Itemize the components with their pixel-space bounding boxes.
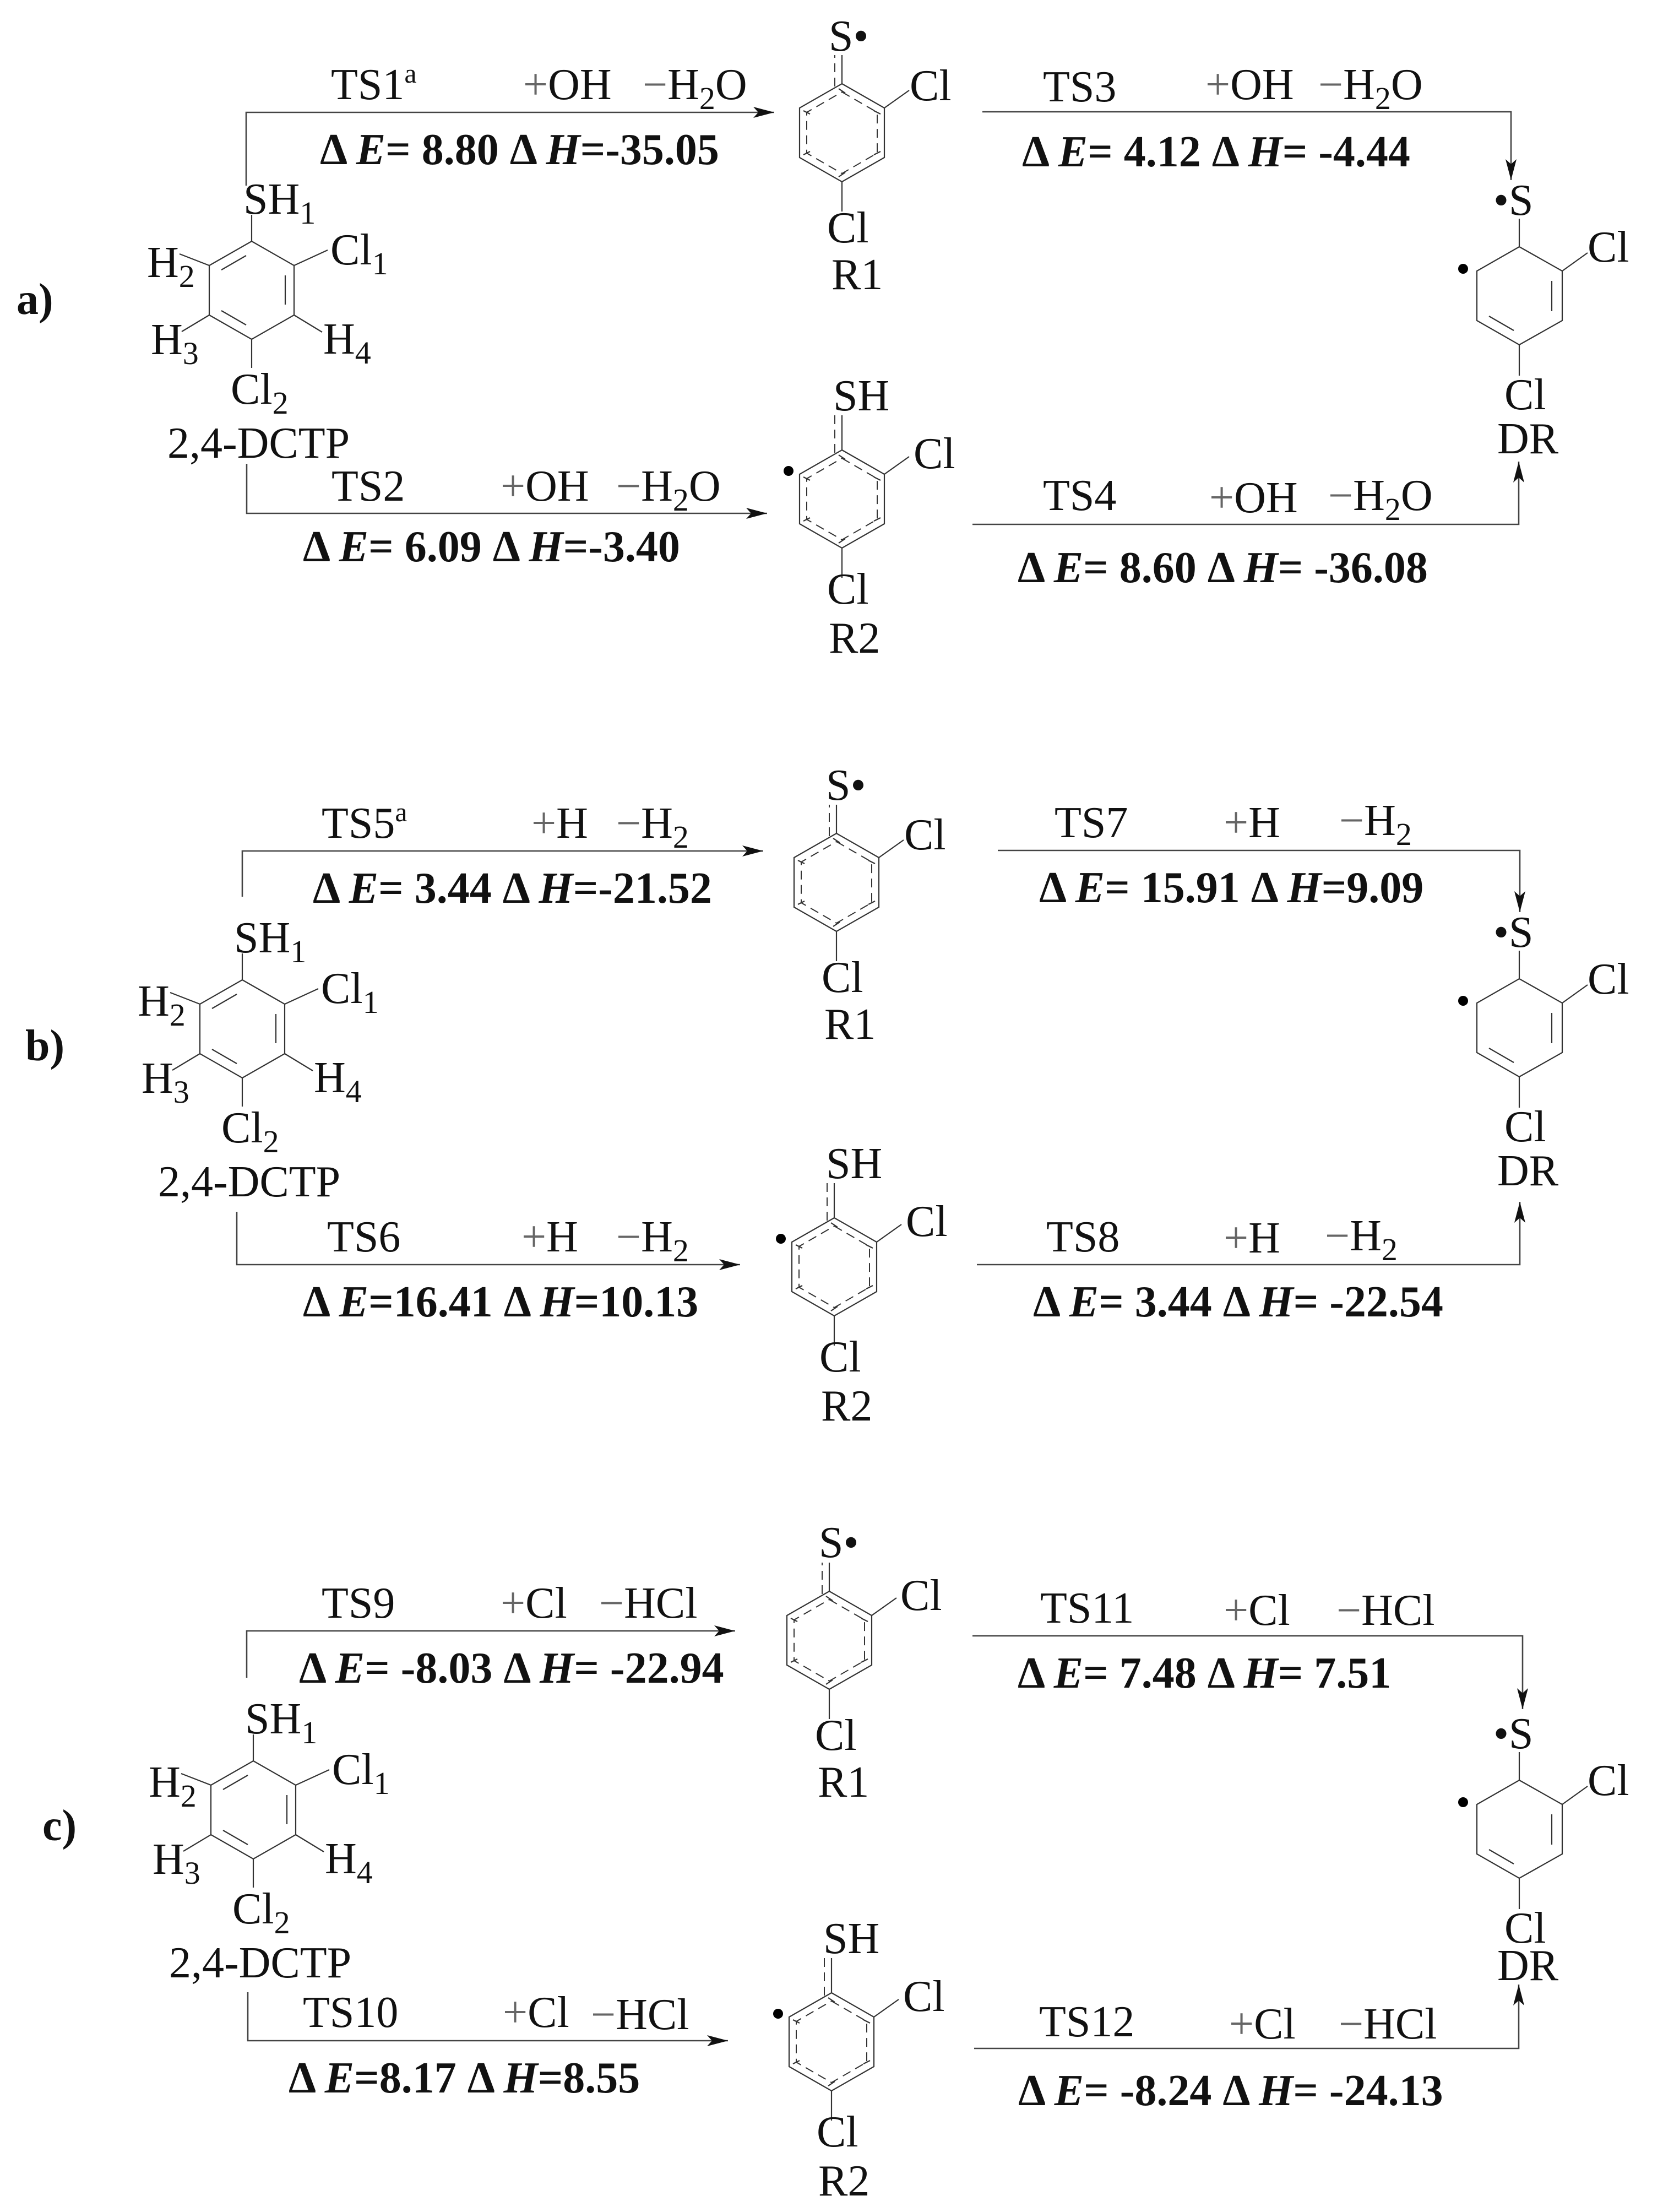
intermediate-r2 <box>776 1140 948 1430</box>
molecule-name: R2 <box>818 2157 870 2205</box>
product-removed: $-H_2O$ <box>643 61 747 116</box>
energy-values: Δ E= 8.80 Δ H=-35.05 <box>320 126 719 174</box>
atom-cl1: $Cl_1$ <box>321 964 379 1020</box>
atom-h4: $H_4$ <box>323 315 371 371</box>
product-removed: $-H_2$ <box>616 1213 689 1268</box>
ts-label: TS9 <box>322 1579 395 1628</box>
benzene-ring-icon <box>1477 1752 1588 1909</box>
product-removed: −HCl <box>1336 1586 1435 1635</box>
product-removed: $-H_2$ <box>1339 796 1412 852</box>
atom-cl: Cl <box>914 430 955 478</box>
atom-sh: SH <box>833 372 890 420</box>
product-removed: −HCl <box>1339 2000 1437 2048</box>
atom-sh1: $SH_1$ <box>245 1695 318 1750</box>
reagent-added: +Cl <box>503 1988 569 2037</box>
molecule-name: R1 <box>818 1758 869 1807</box>
atom-cl: Cl <box>906 1197 948 1246</box>
product-removed: $-H_2$ <box>1325 1212 1398 1267</box>
benzene-ring-icon <box>787 1591 896 1719</box>
atom-h3: $H_3$ <box>153 1835 200 1891</box>
molecule-name: 2,4-DCTP <box>169 1939 352 1987</box>
energy-values: Δ E= 15.91 Δ H=9.09 <box>1039 864 1424 912</box>
molecule-name: R2 <box>821 1382 873 1430</box>
molecule-name: R1 <box>824 1000 876 1049</box>
step-ts7 <box>998 796 1520 912</box>
step-ts12 <box>974 1985 1519 2115</box>
product-removed: −HCl <box>591 1991 689 2039</box>
atom-h4: $H_4$ <box>325 1835 373 1890</box>
intermediate-r2 <box>773 1915 945 2205</box>
atom-cl: Cl <box>1504 1103 1546 1151</box>
product-dr <box>1458 176 1629 463</box>
reagent-added: +H <box>531 799 588 848</box>
panel-label: a) <box>17 275 53 324</box>
ts-label: TS3 <box>1043 63 1117 111</box>
intermediate-r1 <box>794 761 946 1049</box>
energy-values: Δ E= 7.48 Δ H= 7.51 <box>1018 1649 1392 1698</box>
atom-cl: Cl <box>822 953 863 1002</box>
reagent-added: +H <box>521 1213 578 1261</box>
benzene-ring-icon <box>800 450 909 578</box>
molecule-name: DR <box>1497 1147 1559 1195</box>
radical-dot-icon <box>784 466 794 476</box>
benzene-ring-icon <box>789 1993 899 2121</box>
reagent-added: +H <box>1224 1214 1280 1262</box>
radical-dot-icon <box>776 1234 786 1244</box>
atom-cl: Cl <box>1504 371 1546 419</box>
energy-values: Δ E=8.17 Δ H=8.55 <box>289 2054 640 2102</box>
ts-label: TS8 <box>1046 1213 1120 1261</box>
step-ts6 <box>237 1212 740 1326</box>
atom-h3: $H_3$ <box>151 316 199 371</box>
step-ts11 <box>972 1584 1523 1709</box>
benzene-ring-icon <box>794 833 904 961</box>
atom-sh1: $SH_1$ <box>234 914 307 969</box>
atom-cl2: $Cl_2$ <box>231 365 289 421</box>
reagent-added: +Cl <box>1229 2000 1296 2048</box>
step-ts4 <box>972 462 1519 592</box>
step-ts10 <box>248 1988 728 2102</box>
ts-label: TS5$^a$ <box>322 796 407 848</box>
atom-cl: Cl <box>900 1571 942 1620</box>
ts-label: TS12 <box>1039 1998 1135 2046</box>
atom-cl1: $Cl_1$ <box>332 1745 390 1801</box>
atom-s-radical: S• <box>829 12 869 61</box>
atom-cl: Cl <box>815 1711 857 1760</box>
panel-label: b) <box>25 1022 65 1070</box>
reagent-added: +Cl <box>1224 1586 1290 1635</box>
intermediate-r1 <box>787 1519 942 1807</box>
radical-dot-icon <box>773 2009 783 2019</box>
product-removed: −HCl <box>599 1579 698 1628</box>
energy-values: Δ E= -8.03 Δ H= -22.94 <box>299 1644 724 1693</box>
product-removed: $-H_2O$ <box>1328 471 1433 527</box>
reagent-added: +H <box>1224 799 1280 847</box>
atom-cl: Cl <box>904 811 946 859</box>
reactant-2-4-dctp <box>138 914 379 1206</box>
reactant-2-4-dctp <box>149 1695 390 1987</box>
atom-cl: Cl <box>819 1333 861 1381</box>
energy-values: Δ E= 6.09 Δ H=-3.40 <box>303 523 680 571</box>
ts-label: TS7 <box>1055 799 1128 847</box>
atom-s-radical: S• <box>826 761 866 810</box>
radical-dot-icon <box>1458 1797 1468 1807</box>
energy-values: Δ E= 4.12 Δ H= -4.44 <box>1022 128 1410 176</box>
molecule-name: DR <box>1497 415 1559 463</box>
benzene-ring-icon <box>181 1734 329 1888</box>
step-ts8 <box>977 1202 1520 1326</box>
benzene-ring-icon <box>792 1218 901 1346</box>
atom-s-radical: •S <box>1493 908 1534 957</box>
molecule-name: 2,4-DCTP <box>167 419 350 468</box>
atom-s-radical: S• <box>819 1519 859 1567</box>
ts-label: TS6 <box>327 1213 401 1261</box>
step-ts3 <box>982 61 1511 180</box>
molecule-name: R2 <box>829 614 881 663</box>
ts-label: TS2 <box>331 462 405 511</box>
partial-bond-icon <box>835 415 842 453</box>
atom-cl: Cl <box>1504 1904 1546 1953</box>
reagent-added: +OH <box>1205 61 1294 109</box>
ts-label: TS4 <box>1043 471 1117 520</box>
atom-s-radical: •S <box>1493 176 1534 225</box>
ts-label: TS10 <box>303 1988 399 2037</box>
atom-cl2: $Cl_2$ <box>232 1885 290 1940</box>
benzene-ring-icon <box>170 953 318 1107</box>
reagent-added: +Cl <box>501 1579 567 1628</box>
molecule-name: 2,4-DCTP <box>158 1158 341 1206</box>
atom-cl2: $Cl_2$ <box>221 1104 279 1159</box>
product-removed: $-H_2O$ <box>1318 61 1423 116</box>
product-removed: $-H_2$ <box>616 799 689 855</box>
atom-cl: Cl <box>1588 1756 1629 1805</box>
molecule-name: DR <box>1497 1942 1559 1990</box>
reagent-added: +OH <box>1209 474 1298 522</box>
step-ts2 <box>247 462 767 571</box>
atom-cl: Cl <box>817 2108 858 2156</box>
atom-cl: Cl <box>1588 223 1629 272</box>
ts-label: TS1$^a$ <box>331 58 417 109</box>
energy-values: Δ E= -8.24 Δ H= -24.13 <box>1018 2067 1443 2115</box>
benzene-ring-icon <box>1477 951 1588 1108</box>
atom-h2: $H_2$ <box>149 1758 197 1814</box>
energy-values: Δ E= 3.44 Δ H= -22.54 <box>1033 1278 1443 1326</box>
benzene-ring-icon <box>180 215 328 368</box>
radical-dot-icon <box>1458 996 1468 1006</box>
benzene-ring-icon <box>800 84 909 212</box>
atom-cl: Cl <box>1588 955 1629 1004</box>
partial-bond-icon <box>824 1958 831 1996</box>
atom-sh1: $SH_1$ <box>243 175 316 231</box>
reactant-2-4-dctp <box>147 175 388 468</box>
energy-values: Δ E= 8.60 Δ H= -36.08 <box>1018 544 1428 592</box>
partial-bond-icon <box>827 1183 834 1221</box>
product-removed: $-H_2O$ <box>616 462 721 518</box>
atom-h2: $H_2$ <box>138 977 186 1033</box>
step-ts5 <box>242 796 763 913</box>
atom-cl: Cl <box>827 565 869 614</box>
atom-h3: $H_3$ <box>142 1054 189 1110</box>
atom-h2: $H_2$ <box>147 238 195 294</box>
product-dr <box>1458 908 1629 1195</box>
radical-dot-icon <box>1458 264 1468 274</box>
molecule-name: R1 <box>831 251 883 299</box>
reagent-added: +OH <box>501 462 589 511</box>
panel-a <box>17 12 1629 663</box>
atom-cl1: $Cl_1$ <box>330 226 388 281</box>
partial-bond-icon <box>822 1563 829 1594</box>
energy-values: Δ E=16.41 Δ H=10.13 <box>303 1278 699 1326</box>
intermediate-r1 <box>800 12 952 299</box>
product-dr <box>1458 1710 1629 1990</box>
atom-cl: Cl <box>910 62 952 110</box>
atom-sh: SH <box>826 1140 883 1188</box>
step-ts1 <box>246 58 774 186</box>
benzene-ring-icon <box>1477 219 1588 376</box>
atom-sh: SH <box>823 1915 880 1963</box>
atom-cl: Cl <box>903 1972 945 2021</box>
panel-c <box>42 1519 1629 2205</box>
panel-b <box>25 761 1629 1430</box>
atom-h4: $H_4$ <box>314 1054 362 1109</box>
ts-label: TS11 <box>1040 1584 1134 1633</box>
atom-s-radical: •S <box>1493 1710 1534 1758</box>
step-ts9 <box>247 1579 735 1693</box>
energy-values: Δ E= 3.44 Δ H=-21.52 <box>313 864 712 913</box>
panel-label: c) <box>42 1802 77 1850</box>
reagent-added: +OH <box>523 61 612 109</box>
intermediate-r2 <box>784 372 955 663</box>
atom-cl: Cl <box>827 204 869 252</box>
